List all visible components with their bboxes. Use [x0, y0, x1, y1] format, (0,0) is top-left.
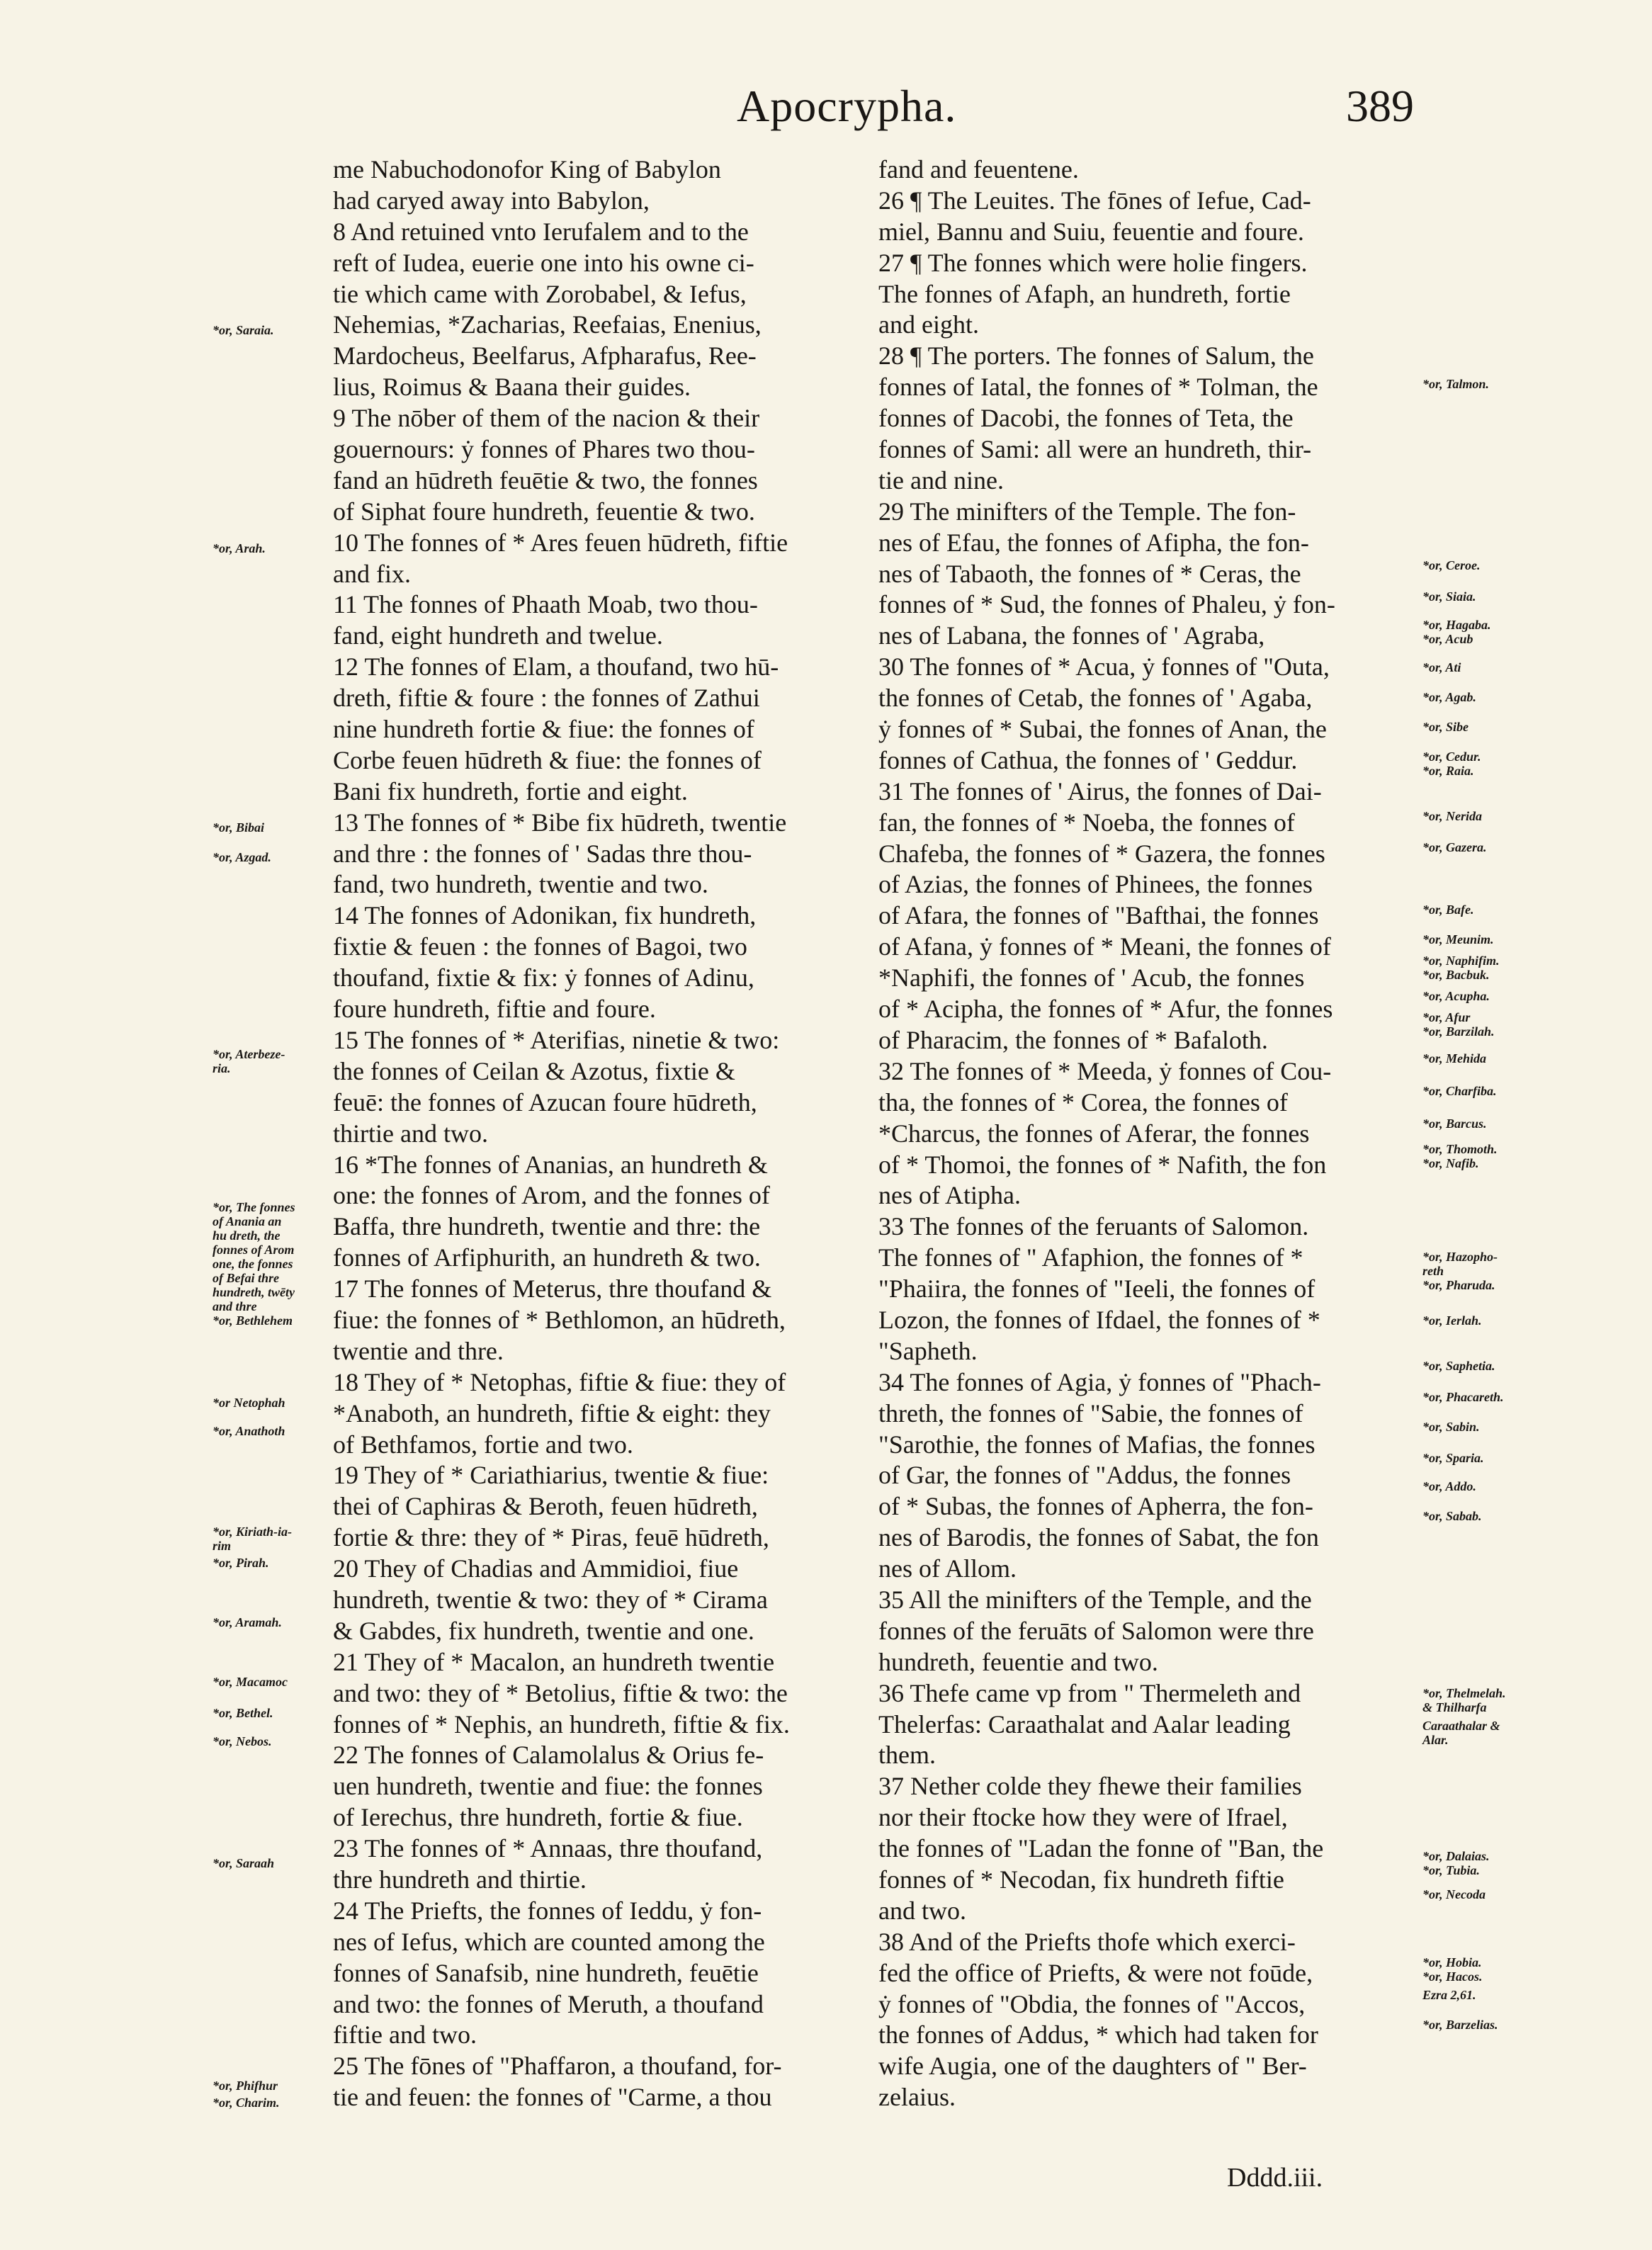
- margin-note: hundreth, twēty: [213, 1285, 295, 1299]
- text-line: hundreth, twentie & two: they of * Cirama: [333, 1585, 768, 1614]
- margin-note: Alar.: [1422, 1733, 1449, 1747]
- text-line: foure hundreth, fiftie and foure.: [333, 995, 656, 1024]
- text-line: fand, two hundreth, twentie and two.: [333, 870, 708, 899]
- text-line: nor their ftocke how they were of Ifrael,: [878, 1803, 1288, 1832]
- margin-note: *or, Aterbeze-: [213, 1047, 285, 1061]
- text-line: nes of Barodis, the fonnes of Sabat, the fon: [878, 1523, 1319, 1552]
- margin-note: *or, Afur: [1422, 1010, 1471, 1024]
- margin-note: reth: [1422, 1264, 1444, 1278]
- margin-note: *or, Kiriath-ia-: [213, 1525, 293, 1539]
- margin-note: *or, Phacareth.: [1422, 1390, 1504, 1404]
- text-line: fonnes of Sami: all were an hundreth, thir-: [878, 435, 1312, 464]
- margin-note: *or, Saraia.: [213, 323, 274, 337]
- margin-note: and thre: [213, 1299, 257, 1313]
- page-number: 389: [1346, 81, 1414, 131]
- text-line: fan, the fonnes of * Noeba, the fonnes of: [878, 808, 1295, 837]
- text-line: 28 ¶ The porters. The fonnes of Salum, the: [878, 341, 1314, 371]
- signature-mark: Dddd.iii.: [1227, 2163, 1323, 2193]
- text-line: nes of Tabaoth, the fonnes of * Ceras, the: [878, 559, 1301, 588]
- text-line: fonnes of Cathua, the fonnes of ' Geddur.: [878, 745, 1298, 774]
- text-line: 34 The fonnes of Agia, ẏ fonnes of "Phach-: [878, 1367, 1321, 1396]
- text-line: "Sarothie, the fonnes of Mafias, the fonnes: [878, 1430, 1316, 1459]
- text-line: and two.: [878, 1896, 966, 1925]
- margin-note: *or, Cedur.: [1422, 750, 1481, 764]
- margin-note: *or, Bethel.: [213, 1706, 273, 1720]
- margin-note: *or, Sabin.: [1422, 1420, 1480, 1434]
- text-line: nes of Iefus, which are counted among the: [333, 1927, 765, 1956]
- text-line: had caryed away into Babylon,: [333, 186, 650, 215]
- margin-note: *or, Azgad.: [213, 850, 271, 864]
- margin-note: hu dreth, the: [213, 1228, 281, 1243]
- margin-note: of Anania an: [213, 1214, 282, 1228]
- text-line: 8 And retuined vnto Ierufalem and to the: [333, 217, 749, 246]
- text-line: 31 The fonnes of ' Airus, the fonnes of Dai-: [878, 776, 1322, 805]
- margin-note: *or, Hazopho-: [1422, 1250, 1498, 1264]
- margin-note: *or, Sparia.: [1422, 1451, 1484, 1465]
- text-line: *Charcus, the fonnes of Aferar, the fonnes: [878, 1119, 1310, 1148]
- margin-note: *or, Macamoc: [213, 1675, 288, 1689]
- text-line: fonnes of Dacobi, the fonnes of Teta, the: [878, 404, 1294, 433]
- margin-note: Caraathalar &: [1422, 1719, 1500, 1733]
- text-line: 11 The fonnes of Phaath Moab, two thou-: [333, 590, 758, 619]
- text-line: nes of Atipha.: [878, 1181, 1021, 1210]
- left-text-column: [333, 154, 878, 2113]
- margin-note: *or, Charfiba.: [1422, 1084, 1497, 1098]
- text-line: "Phaiira, the fonnes of "Ieeli, the fonnes of: [878, 1274, 1316, 1304]
- margin-note: rim: [213, 1539, 232, 1553]
- margin-note: *or, Phifhur: [213, 2079, 278, 2093]
- margin-note: one, the fonnes: [213, 1257, 293, 1271]
- text-line: 38 And of the Priefts thofe which exerci-: [878, 1927, 1296, 1956]
- text-line: fonnes of Iatal, the fonnes of * Tolman, the: [878, 373, 1318, 402]
- margin-note: *or, Saraah: [213, 1856, 275, 1870]
- text-line: fand an hūdreth feuētie & two, the fonnes: [333, 465, 758, 494]
- text-line: 18 They of * Netophas, fiftie & fiue: they of: [333, 1367, 786, 1396]
- text-line: The fonnes of " Afaphion, the fonnes of *: [878, 1243, 1303, 1272]
- text-line: wife Augia, one of the daughters of " Ber-: [878, 2052, 1307, 2081]
- text-line: and two: the fonnes of Meruth, a thoufand: [333, 1989, 764, 2018]
- text-line: Bani fix hundreth, fortie and eight.: [333, 776, 688, 805]
- text-line: and thre : the fonnes of ' Sadas thre thou-: [333, 839, 752, 868]
- text-line: Lozon, the fonnes of Ifdael, the fonnes of *: [878, 1305, 1320, 1334]
- text-line: of * Acipha, the fonnes of * Afur, the fonnes: [878, 995, 1333, 1024]
- text-line: Baffa, thre hundreth, twentie and thre: the: [333, 1212, 761, 1241]
- margin-note: *or, Pirah.: [213, 1556, 269, 1570]
- text-line: uen hundreth, twentie and fiue: the fonnes: [333, 1772, 763, 1801]
- text-line: fonnes of Arfiphurith, an hundreth & two.: [333, 1243, 761, 1272]
- text-line: 15 The fonnes of * Aterifias, ninetie & two:: [333, 1025, 780, 1054]
- text-line: of * Thomoi, the fonnes of * Nafith, the fon: [878, 1150, 1327, 1179]
- margin-note: *or, Barcus.: [1422, 1116, 1487, 1131]
- margin-note: *or, Bafe.: [1422, 903, 1474, 917]
- text-line: of Siphat foure hundreth, feuentie & two.: [333, 497, 755, 526]
- text-line: tie and feuen: the fonnes of "Carme, a thou: [333, 2083, 772, 2112]
- text-line: *Naphifi, the fonnes of ' Acub, the fonnes: [878, 963, 1305, 993]
- text-line: fand, eight hundreth and twelue.: [333, 621, 663, 650]
- text-line: the fonnes of "Ladan the fonne of "Ban, the: [878, 1834, 1324, 1863]
- text-line: nes of Labana, the fonnes of ' Agraba,: [878, 621, 1265, 650]
- text-line: fonnes of the feruāts of Salomon were thre: [878, 1616, 1314, 1645]
- margin-note: *or, Nerida: [1422, 809, 1483, 823]
- margin-note: *or, Dalaias.: [1422, 1849, 1490, 1863]
- margin-note: *or, Barzelias.: [1422, 2018, 1498, 2032]
- margin-note: *or, Nebos.: [213, 1734, 272, 1748]
- margin-note: fonnes of Arom: [213, 1243, 295, 1257]
- text-line: of Bethfamos, fortie and two.: [333, 1430, 633, 1459]
- margin-note: *or, Arah.: [213, 541, 266, 555]
- margin-note: *or, Aramah.: [213, 1615, 282, 1629]
- right-text-column: [878, 154, 1417, 2113]
- margin-note: *or, Bacbuk.: [1422, 968, 1490, 982]
- text-line: *Anaboth, an hundreth, fiftie & eight: they: [333, 1398, 771, 1428]
- text-line: and two: they of * Betolius, fiftie & two: the: [333, 1678, 788, 1707]
- text-line: 37 Nether colde they fhewe their families: [878, 1772, 1302, 1801]
- margin-note: *or, Naphifim.: [1422, 954, 1500, 968]
- margin-note: *or, Thelmelah.: [1422, 1686, 1506, 1700]
- margin-note: *or, Necoda: [1422, 1887, 1486, 1901]
- margin-note: *or, Saphetia.: [1422, 1359, 1495, 1373]
- text-line: & Gabdes, fix hundreth, twentie and one.: [333, 1616, 754, 1645]
- margin-note: *or, Ati: [1422, 660, 1461, 674]
- text-line: one: the fonnes of Arom, and the fonnes of: [333, 1181, 770, 1210]
- text-line: Nehemias, *Zacharias, Reefaias, Enenius,: [333, 310, 762, 339]
- text-line: Chafeba, the fonnes of * Gazera, the fonnes: [878, 839, 1325, 868]
- text-line: of Gar, the fonnes of "Addus, the fonnes: [878, 1461, 1291, 1490]
- text-line: and eight.: [878, 310, 979, 339]
- text-line: and fix.: [333, 559, 411, 588]
- margin-note: *or, Nafib.: [1422, 1156, 1479, 1170]
- text-line: tha, the fonnes of * Corea, the fonnes of: [878, 1087, 1288, 1116]
- margin-note: *or, Ierlah.: [1422, 1313, 1482, 1328]
- text-line: them.: [878, 1741, 936, 1770]
- text-line: thei of Caphiras & Beroth, feuen hūdreth,: [333, 1492, 758, 1521]
- text-line: 12 The fonnes of Elam, a thoufand, two hū-: [333, 652, 779, 682]
- margin-note: *or, Sabab.: [1422, 1509, 1482, 1523]
- text-line: 32 The fonnes of * Meeda, ẏ fonnes of Cou-: [878, 1056, 1332, 1085]
- text-line: The fonnes of Afaph, an hundreth, fortie: [878, 279, 1291, 308]
- text-line: 13 The fonnes of * Bibe fix hūdreth, twentie: [333, 808, 787, 837]
- margin-note: *or, Hobia.: [1422, 1955, 1482, 1969]
- margin-note: *or, Hagaba.: [1422, 618, 1491, 632]
- text-line: the fonnes of Ceilan & Azotus, fixtie &: [333, 1056, 735, 1085]
- text-line: the fonnes of Addus, * which had taken for: [878, 2020, 1318, 2050]
- text-line: thoufand, fixtie & fix: ẏ fonnes of Adinu,: [333, 963, 754, 993]
- text-line: of Afara, the fonnes of "Bafthai, the fonnes: [878, 901, 1319, 930]
- text-line: 10 The fonnes of * Ares feuen hūdreth, fiftie: [333, 528, 788, 557]
- margin-note: *or, Sibe: [1422, 720, 1469, 734]
- text-line: gouernours: ẏ fonnes of Phares two thou-: [333, 435, 755, 464]
- text-line: 23 The fonnes of * Annaas, thre thoufand,: [333, 1834, 763, 1863]
- text-line: 16 *The fonnes of Ananias, an hundreth &: [333, 1150, 768, 1179]
- margin-note: *or, Raia.: [1422, 764, 1474, 778]
- text-line: hundreth, feuentie and two.: [878, 1647, 1158, 1676]
- text-line: nes of Allom.: [878, 1554, 1017, 1583]
- running-title: Apocrypha.: [737, 81, 957, 131]
- text-line: fixtie & feuen : the fonnes of Bagoi, two: [333, 932, 747, 961]
- text-line: threth, the fonnes of "Sabie, the fonnes of: [878, 1398, 1303, 1428]
- text-line: nes of Efau, the fonnes of Afipha, the fon-: [878, 528, 1309, 557]
- text-line: 9 The nōber of them of the nacion & their: [333, 404, 760, 433]
- text-line: Thelerfas: Caraathalat and Aalar leading: [878, 1709, 1291, 1739]
- margin-note: *or, Meunim.: [1422, 932, 1494, 946]
- text-line: of * Subas, the fonnes of Apherra, the fon-: [878, 1492, 1313, 1521]
- text-line: reft of Iudea, euerie one into his owne ci-: [333, 248, 754, 277]
- text-line: thirtie and two.: [333, 1119, 488, 1148]
- margin-note: *or, Gazera.: [1422, 840, 1487, 854]
- text-line: 36 Thefe came vp from " Thermeleth and: [878, 1678, 1301, 1707]
- margin-note: Ezra 2,61.: [1422, 1988, 1476, 2002]
- text-line: miel, Bannu and Suiu, feuentie and foure.: [878, 217, 1304, 246]
- text-line: ẏ fonnes of "Obdia, the fonnes of "Accos,: [878, 1989, 1306, 2018]
- text-line: twentie and thre.: [333, 1336, 504, 1365]
- margin-note: *or, Thomoth.: [1422, 1142, 1498, 1156]
- margin-note: *or, Charim.: [213, 2096, 280, 2110]
- margin-note: *or, Ceroe.: [1422, 558, 1481, 572]
- margin-note: *or, Tubia.: [1422, 1863, 1480, 1877]
- text-line: of Pharacim, the fonnes of * Bafaloth.: [878, 1025, 1268, 1054]
- margin-note: *or, Acub: [1422, 632, 1473, 646]
- text-line: zelaius.: [878, 2083, 956, 2112]
- margin-note: *or, Pharuda.: [1422, 1278, 1495, 1292]
- margin-note: *or, Acupha.: [1422, 989, 1490, 1003]
- text-line: fonnes of Sanafsib, nine hundreth, feuētie: [333, 1958, 759, 1987]
- margin-note: *or Netophah: [213, 1396, 285, 1410]
- text-line: fonnes of * Nephis, an hundreth, fiftie & fix.: [333, 1709, 790, 1739]
- margin-note: *or, Agab.: [1422, 690, 1476, 704]
- margin-note: *or, Hacos.: [1422, 1969, 1483, 1984]
- margin-note: of Befai thre: [213, 1271, 279, 1285]
- text-line: fed the office of Priefts, & were not foūde,: [878, 1958, 1313, 1987]
- text-line: 35 All the minifters of the Temple, and the: [878, 1585, 1312, 1614]
- margin-note: *or, Barzilah.: [1422, 1024, 1495, 1039]
- text-line: 14 The fonnes of Adonikan, fix hundreth,: [333, 901, 757, 930]
- text-line: 26 ¶ The Leuites. The fōnes of Iefue, Cad-: [878, 186, 1311, 215]
- text-line: 19 They of * Cariathiarius, twentie & fiue:: [333, 1461, 769, 1490]
- text-line: of Afana, ẏ fonnes of * Meani, the fonnes of: [878, 932, 1331, 961]
- margin-note: ria.: [213, 1061, 231, 1075]
- margin-note: *or, Bethlehem: [213, 1313, 293, 1328]
- text-line: fonnes of * Sud, the fonnes of Phaleu, ẏ fon-: [878, 590, 1335, 619]
- text-line: 25 The fōnes of "Phaffaron, a thoufand, for-: [333, 2052, 782, 2081]
- text-line: 24 The Priefts, the fonnes of Ieddu, ẏ fon-: [333, 1896, 762, 1925]
- text-line: Mardocheus, Beelfarus, Afpharafus, Ree-: [333, 341, 757, 371]
- text-line: lius, Roimus & Baana their guides.: [333, 373, 691, 402]
- margin-note: *or, Addo.: [1422, 1479, 1476, 1493]
- text-line: fiftie and two.: [333, 2020, 477, 2050]
- text-line: the fonnes of Cetab, the fonnes of ' Agaba,: [878, 684, 1313, 713]
- margin-note: *or, Siaia.: [1422, 589, 1476, 604]
- text-line: 20 They of Chadias and Ammidioi, fiue: [333, 1554, 739, 1583]
- text-line: thre hundreth and thirtie.: [333, 1865, 587, 1894]
- margin-note: & Thilharfa: [1422, 1700, 1487, 1714]
- text-line: 30 The fonnes of * Acua, ẏ fonnes of "Outa,: [878, 652, 1330, 682]
- margin-note: *or, Bibai: [213, 820, 265, 835]
- text-line: tie which came with Zorobabel, & Iefus,: [333, 279, 747, 308]
- margin-note: *or, Mehida: [1422, 1051, 1487, 1065]
- text-line: 22 The fonnes of Calamolalus & Orius fe-: [333, 1741, 764, 1770]
- margin-note: *or, Anathoth: [213, 1424, 285, 1438]
- text-line: fiue: the fonnes of * Bethlomon, an hūdreth,: [333, 1305, 786, 1334]
- text-line: me Nabuchodonofor King of Babylon: [333, 155, 721, 183]
- text-line: Corbe feuen hūdreth & fiue: the fonnes of: [333, 745, 762, 774]
- margin-note: *or, Talmon.: [1422, 377, 1489, 391]
- text-line: 33 The fonnes of the feruants of Salomon.: [878, 1212, 1309, 1241]
- text-line: tie and nine.: [878, 465, 1004, 494]
- text-line: ẏ fonnes of * Subai, the fonnes of Anan, the: [878, 715, 1327, 744]
- text-line: "Sapheth.: [878, 1336, 978, 1365]
- text-line: 21 They of * Macalon, an hundreth twentie: [333, 1647, 775, 1676]
- text-line: dreth, fiftie & foure : the fonnes of Zathui: [333, 684, 760, 713]
- text-line: fonnes of * Necodan, fix hundreth fiftie: [878, 1865, 1284, 1894]
- text-line: fand and feuentene.: [878, 155, 1079, 183]
- text-line: of Azias, the fonnes of Phinees, the fonnes: [878, 870, 1313, 899]
- text-line: 27 ¶ The fonnes which were holie fingers.: [878, 248, 1308, 277]
- text-line: 29 The minifters of the Temple. The fon-: [878, 497, 1296, 526]
- text-line: 17 The fonnes of Meterus, thre thoufand &: [333, 1274, 772, 1304]
- text-line: fortie & thre: they of * Piras, feuē hūdreth,: [333, 1523, 769, 1552]
- text-line: feuē: the fonnes of Azucan foure hūdreth,: [333, 1087, 757, 1116]
- text-line: of Ierechus, thre hundreth, fortie & fiue.: [333, 1803, 743, 1832]
- margin-note: *or, The fonnes: [213, 1200, 295, 1214]
- text-line: nine hundreth fortie & fiue: the fonnes of: [333, 715, 754, 744]
